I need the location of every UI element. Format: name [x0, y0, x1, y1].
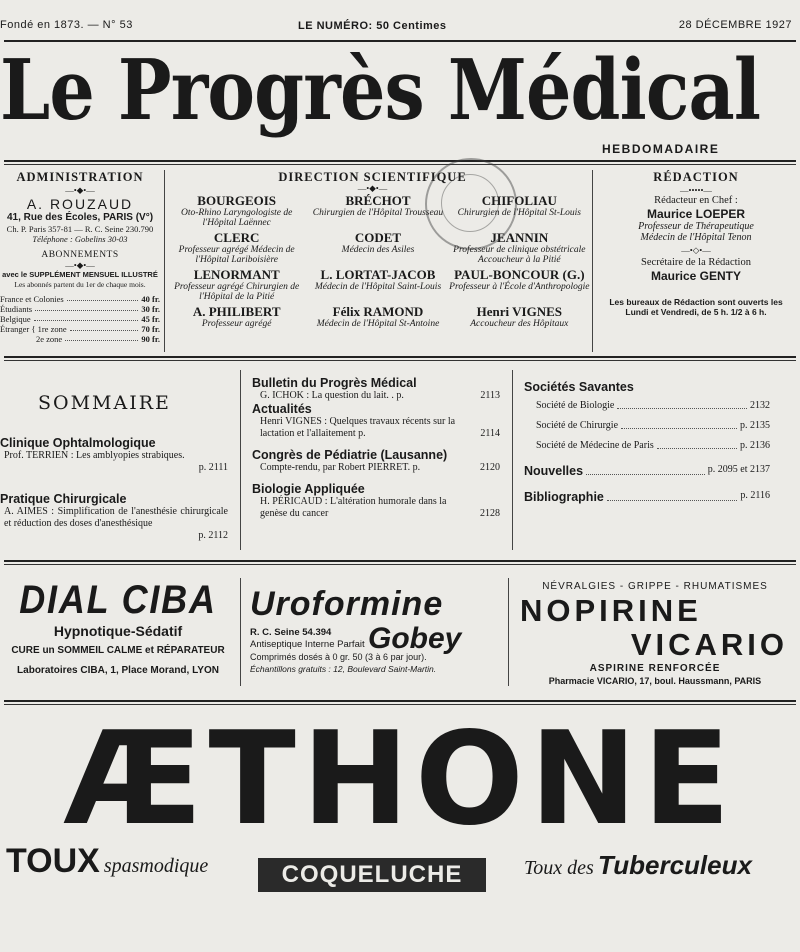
- toc-heading: Pratique Chirurgicale: [0, 492, 127, 506]
- toc-page: p. 2111: [198, 462, 228, 473]
- toc-entry: Henri VIGNES : Quelques travaux récents sur la lactation et l'allaitement p. 2114: [260, 416, 500, 439]
- dial-address: Laboratoires CIBA, 1, Place Morand, LYON: [17, 665, 219, 676]
- masthead-subtitle: HEBDOMADAIRE: [602, 142, 720, 156]
- aethone-left-small: spasmodique: [103, 855, 209, 877]
- toc-entry: A. AIMES : Simplification de l'anesthésie chirurgicale et réduction des doses d'anesthésique: [4, 506, 228, 529]
- aethone-left-big: TOUX: [6, 842, 100, 880]
- subscription-prices: [0, 294, 160, 344]
- toc-entry: G. ICHOK : La question du lait. . p. 2113: [260, 390, 500, 401]
- nopirine-title: NOPIRINE: [520, 593, 702, 628]
- member: BOURGEOIS Oto-Rhino Laryngologiste de l'Hôpital Laënnec: [180, 193, 293, 228]
- aethone-right-big: Tuberculeux: [597, 850, 752, 880]
- aethone-right-small: Toux des: [524, 857, 594, 879]
- price-row: 2e zone 90 fr.: [36, 334, 160, 344]
- toc-entry: Nouvelles p. 2095 et 2137: [524, 464, 770, 478]
- ad-uroformine: [250, 584, 500, 675]
- toc-entry: Société de Biologie 2132: [536, 400, 770, 411]
- uro-line3: Échantillons gratuits : 12, Boulevard Saint-Martin.: [250, 664, 437, 674]
- secretary-name: Maurice GENTY: [650, 269, 742, 283]
- ads-top-rule: [4, 560, 796, 562]
- column-divider: [508, 578, 509, 686]
- nopirine-sub: ASPIRINE RENFORCÉE: [589, 663, 721, 674]
- dial-title: DIAL CIBA: [19, 578, 217, 622]
- ornament: —•••••—: [680, 185, 712, 195]
- toc-heading: Bulletin du Progrès Médical: [252, 376, 417, 390]
- uro-line2: Comprimés dosés à 0 gr. 50 (3 à 6 par jour).: [250, 652, 427, 662]
- office-hours: Les bureaux de Rédaction sont ouverts les Lundi et Vendredi, de 5 h. 1/2 à 6 h.: [609, 297, 783, 317]
- uro-title: Uroformine: [250, 585, 444, 623]
- toc-entry: H. PÉRICAUD : L'altération humorale dans la genèse du cancer 2128: [260, 496, 500, 519]
- redaction-heading: RÉDACTION: [653, 170, 739, 184]
- header-bottom-rule: [4, 356, 796, 358]
- secretary-label: Secrétaire de la Rédaction: [641, 257, 751, 268]
- chief-desc-2: Médecin de l'Hôpital Tenon: [640, 232, 752, 243]
- administration-block: [0, 170, 160, 344]
- price-row: Belgique 45 fr.: [0, 314, 160, 324]
- member: A. PHILIBERT Professeur agrégé: [192, 304, 281, 329]
- sommaire-title: SOMMAIRE: [38, 392, 171, 414]
- header-bottom-rule-thin: [4, 360, 796, 361]
- member: CHIFOLIAU Chirurgien de l'Hôpital St-Louis: [457, 193, 581, 218]
- toc-heading: Congrès de Pédiatrie (Lausanne): [252, 448, 448, 462]
- subscriptions-note-2: Les abonnés partent du 1er de chaque mois.: [14, 280, 146, 289]
- toc-heading: Actualités: [252, 402, 312, 416]
- uro-brand: Gobey: [368, 622, 462, 655]
- masthead-rule: [4, 160, 796, 162]
- toc-page: p. 2112: [198, 530, 228, 541]
- column-divider: [512, 370, 513, 550]
- price-row: France et Colonies 40 fr.: [0, 294, 160, 304]
- masthead-title: Le Progrès Médical: [0, 41, 761, 139]
- publisher-name: A. ROUZAUD: [26, 196, 134, 212]
- subscriptions-note: avec le SUPPLÉMENT MENSUEL ILLUSTRÉ: [2, 270, 158, 279]
- direction-members: [166, 194, 590, 329]
- member: L. LORTAT-JACOB Médecin de l'Hôpital Saint-Louis: [314, 267, 442, 292]
- member: LENORMANT Professeur agrégé Chirurgien de l'Hôpital de la Pitié: [174, 267, 300, 302]
- founded-line: Fondé en 1873. — N° 53: [0, 19, 133, 31]
- library-stamp-icon: [425, 158, 517, 250]
- column-divider: [164, 170, 165, 352]
- toc-heading: Clinique Ophtalmologique: [0, 436, 156, 450]
- middle-toc: [252, 376, 500, 520]
- toc-entry: Bibliographie p. 2116: [524, 490, 770, 504]
- ads-top-rule-thin: [4, 564, 796, 565]
- publisher-phone: Téléphone : Gobelins 30-03: [32, 234, 128, 244]
- ad-dial-ciba: [0, 578, 236, 678]
- publisher-address: 41, Rue des Écoles, PARIS (V°): [6, 212, 154, 223]
- administration-heading: ADMINISTRATION: [16, 170, 144, 184]
- member: BRÉCHOT Chirurgien de l'Hôpital Trousseau: [312, 193, 444, 218]
- chief-desc: Professeur de Thérapeutique: [638, 221, 754, 232]
- uro-rc: R. C. Seine 54.394: [250, 627, 332, 638]
- aethone-left: [6, 842, 208, 881]
- direction-heading: DIRECTION SCIENTIFIQUE: [278, 170, 467, 184]
- aethone-right: [524, 850, 752, 881]
- member: CLERC Professeur agrégé Médecin de l'Hôpital Lariboisière: [178, 230, 295, 265]
- right-toc: [524, 380, 770, 504]
- masthead-rule-thin: [4, 164, 796, 165]
- ad-nopirine: [514, 580, 796, 687]
- toc-entry: Société de Chirurgie p. 2135: [536, 420, 770, 431]
- dial-tagline: CURE un SOMMEIL CALME et RÉPARATEUR: [11, 645, 225, 656]
- nopirine-title-2: VICARIO: [630, 627, 788, 662]
- member: CODET Médecin des Asiles: [341, 230, 415, 255]
- column-divider: [592, 170, 593, 352]
- column-divider: [240, 370, 241, 550]
- member: Félix RAMOND Médecin de l'Hôpital St-Antoine: [316, 304, 440, 329]
- toc-heading: Sociétés Savantes: [524, 380, 634, 394]
- member: Henri VIGNES Accoucheur des Hôpitaux: [470, 304, 569, 329]
- subscriptions-heading: ABONNEMENTS: [41, 250, 119, 260]
- publisher-registry: Ch. P. Paris 357-81 — R. C. Seine 230.790: [6, 224, 154, 234]
- ads-bottom-rule: [4, 700, 796, 702]
- price-row: Étudiants 30 fr.: [0, 304, 160, 314]
- price-line: LE NUMÉRO: 50 Centimes: [298, 20, 447, 32]
- dial-subtitle: Hypnotique-Sédatif: [53, 623, 183, 639]
- price-row: Étranger { 1re zone 70 fr.: [0, 324, 160, 334]
- nopirine-address: Pharmacie VICARIO, 17, boul. Haussmann, PARIS: [548, 676, 762, 686]
- aethone-center-badge: COQUELUCHE: [258, 858, 486, 892]
- member: JEANNIN Professeur de clinique obstétricale Accoucheur à la Pitié: [453, 230, 586, 265]
- ornament: —•◆•—: [357, 183, 388, 193]
- chief-label: Rédacteur en Chef :: [654, 195, 738, 206]
- aethone-title: ÆTHONE: [63, 705, 737, 854]
- toc-heading: Biologie Appliquée: [252, 482, 365, 496]
- toc-entry: Compte-rendu, par Robert PIERRET. p. 2120: [260, 462, 500, 473]
- redaction-block: [596, 170, 796, 317]
- ornament: —•◆•—: [65, 260, 95, 270]
- ornament: —•◇•—: [681, 245, 711, 255]
- nopirine-top: NÉVRALGIES - GRIPPE - RHUMATISMES: [542, 581, 768, 592]
- chief-name: Maurice LOEPER: [646, 207, 746, 221]
- column-divider: [240, 578, 241, 686]
- sommaire-list: [0, 436, 228, 542]
- toc-entry: Prof. TERRIEN : Les amblyopies strabiques.: [4, 450, 185, 461]
- toc-entry: Société de Médecine de Paris p. 2136: [536, 440, 770, 451]
- issue-date: 28 DÉCEMBRE 1927: [678, 19, 792, 31]
- uro-line1: Antiseptique Interne Parfait: [250, 639, 365, 650]
- member: PAUL-BONCOUR (G.) Professeur à l'École d'Anthropologie: [449, 267, 590, 292]
- ornament: —•◆•—: [65, 185, 95, 195]
